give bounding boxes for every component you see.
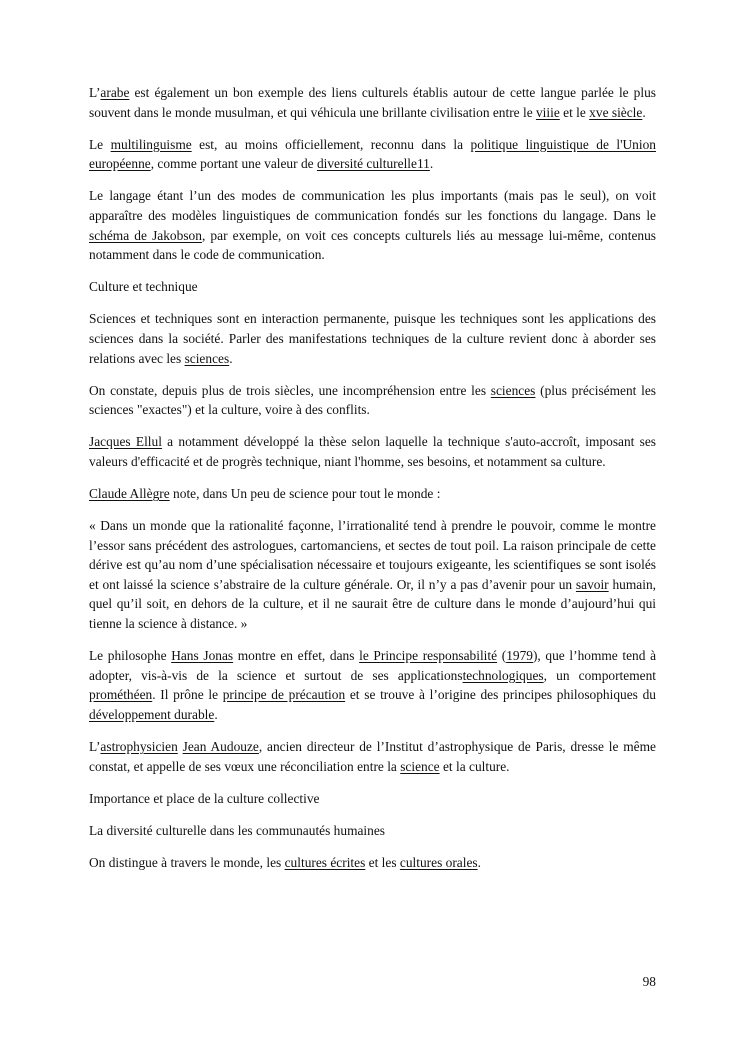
link-claude-allegre[interactable]: Claude Allègre [89, 486, 170, 501]
paragraph-audouze [89, 737, 656, 776]
link-jean-audouze[interactable]: Jean Audouze [182, 739, 259, 755]
text: ( [497, 648, 507, 664]
text: (plus précisément les sciences "exactes") et la culture, voire à des conflits. [89, 382, 656, 418]
paragraph-multilinguisme [89, 135, 656, 174]
paragraph-sciences-techniques [89, 309, 656, 368]
text: est, au moins officiellement, reconnu dans la [191, 136, 471, 152]
text: humain, quel qu’il soit, en dehors de la culture, et il ne saurait être de culture dans le monde d’aujourd’hui qui tienne la science à distance. » [89, 576, 656, 632]
text: . [429, 156, 434, 172]
heading-culture-technique: Culture et technique [89, 279, 198, 295]
text: Le [89, 136, 111, 152]
text: L’ [89, 739, 101, 755]
paragraph-langage [89, 186, 656, 264]
text: . [229, 350, 233, 366]
paragraph-arabe [89, 83, 656, 122]
paragraph-quote [89, 516, 656, 634]
text: est également un bon exemple des liens culturels établis autour de cette langue parlée le plus souvent dans le monde musulman, et qui véhicula une brillante civilisation entre le [89, 85, 656, 120]
link-jacques-ellul[interactable]: Jacques Ellul [89, 434, 162, 450]
page-number: 98 [642, 974, 656, 989]
text: montre en effet, dans [233, 648, 360, 664]
text: . [642, 104, 646, 120]
text: , comme portant une valeur de [150, 156, 317, 172]
paragraph-ellul [89, 432, 656, 471]
text: Sciences et techniques sont en interaction permanente, puisque les techniques sont les applications des sciences dans la société. Parler des manifestations techniques de la culture revient donc à aborder ses relations avec les [89, 311, 656, 366]
link-viiie[interactable]: viiie [535, 104, 560, 120]
link-sciences-2[interactable]: sciences [490, 382, 536, 398]
link-technologiques[interactable]: technologiques [462, 667, 544, 683]
text: L’ [89, 85, 101, 100]
text: . [214, 706, 218, 722]
text: et se trouve à l’origine des principes philosophiques du [345, 687, 656, 703]
text: ), que l’homme tend à adopter, vis-à-vis de la science et surtout de ses applications [89, 648, 657, 683]
link-multilinguisme[interactable]: multilinguisme [110, 136, 192, 152]
link-arabe[interactable]: arabe [100, 85, 130, 100]
text: et la culture. [439, 758, 510, 774]
text: et les [365, 854, 400, 870]
text: « Dans un monde que la rationalité façonne, l’irrationalité tend à prendre le pouvoir, comme le montre l’essor sans précédent des astrologues, cartomanciens, et sectes de tout poil. La raison principale de cette dérive est qu’au nom d’une spécialisation nécessaire et toujours exigeante, les scientifiques se sont isolés et ont laissé la science s’abstraire de la culture générale. Or, il n’y a pas d’avenir pour un [89, 518, 656, 592]
link-hans-jonas[interactable]: Hans Jonas [171, 648, 234, 664]
paragraph-allegre [89, 484, 656, 504]
text: a notamment développé la thèse selon laquelle la technique s'auto-accroît, imposant ses valeurs d'efficacité et de progrès technique, niant l'homme, ses besoins, et notamment sa culture. [89, 434, 656, 469]
link-1979[interactable]: 1979 [506, 648, 533, 664]
text: . Il prône le [152, 687, 223, 703]
link-sciences[interactable]: sciences [184, 350, 230, 366]
text: et le [559, 104, 590, 120]
link-principe-responsabilite[interactable]: le Principe responsabilité [359, 648, 498, 664]
text: note, dans Un peu de science pour tout le monde : [169, 486, 441, 501]
link-cultures-orales[interactable]: cultures orales [399, 854, 478, 870]
link-diversite-culturelle[interactable]: diversité culturelle11 [316, 156, 430, 172]
paragraph-incomprehension [89, 381, 656, 420]
text: , par exemple, on voit ces concepts culturels liés au message lui-même, contenus notamment dans le code de communication. [89, 227, 656, 263]
paragraph-jonas [89, 646, 656, 724]
text: On constate, depuis plus de trois siècles, une incompréhension entre les [89, 382, 491, 398]
link-cultures-ecrites[interactable]: cultures écrites [284, 854, 366, 870]
heading-diversite-culturelle: La diversité culturelle dans les communautés humaines [89, 822, 385, 838]
paragraph-cultures [89, 853, 656, 873]
text: Le philosophe [89, 648, 172, 664]
text: On distingue à travers le monde, les [89, 854, 285, 870]
text: , un comportement [543, 667, 656, 683]
link-savoir[interactable]: savoir [575, 576, 609, 592]
document-body [89, 83, 656, 885]
text: Le langage étant l’un des modes de communication les plus importants (mais pas le seul), on voit apparaître des modèles linguistiques de communication fondés sur les fonctions du langage. Dans le [89, 188, 656, 223]
link-principe-precaution[interactable]: principe de précaution [222, 687, 346, 703]
link-schema-jakobson[interactable]: schéma de Jakobson [89, 227, 202, 243]
link-science[interactable]: science [400, 758, 440, 774]
link-politique-linguistique[interactable]: politique linguistique de l'Union européenne [89, 136, 656, 172]
link-prometheen[interactable]: prométhéen [89, 687, 153, 703]
link-xve-siecle[interactable]: xve siècle [589, 104, 643, 120]
text: , ancien directeur de l’Institut d’astrophysique de Paris, dresse le même constat, et appelle de ses vœux une réconciliation entre la [89, 739, 656, 774]
link-astrophysicien[interactable]: astrophysicien [100, 739, 178, 755]
link-developpement-durable[interactable]: développement durable [89, 706, 215, 722]
heading-importance-culture-collective: Importance et place de la culture collective [89, 790, 320, 806]
text: . [477, 854, 481, 870]
